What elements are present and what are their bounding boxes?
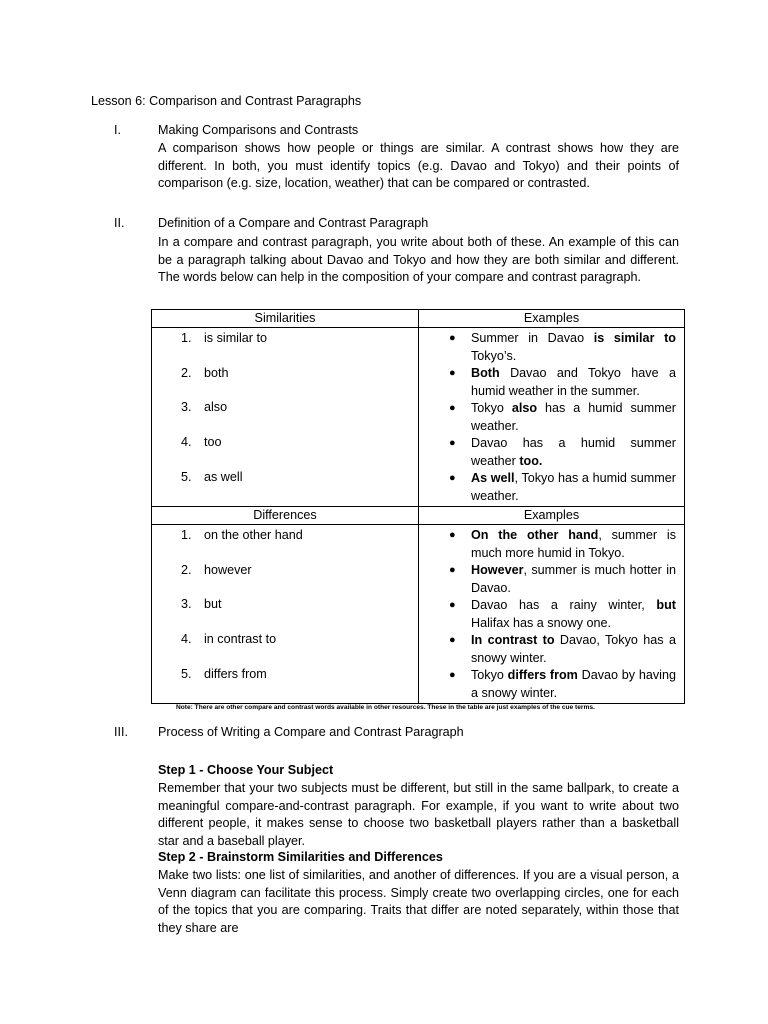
similarities-list bbox=[152, 330, 418, 503]
similarities-examples-header: Examples bbox=[419, 310, 685, 328]
list-item: 4. in contrast to bbox=[181, 632, 277, 647]
bullet-icon: ● bbox=[449, 332, 456, 344]
bullet-icon: ● bbox=[449, 564, 456, 576]
bullet-icon: ● bbox=[449, 402, 456, 414]
list-item: ● As well, Tokyo has a humid summer weather. bbox=[449, 471, 676, 503]
step-1-body: Remember that your two subjects must be different, but still in the same ballpark, to create a meaningful compare-and-contrast paragraph. For example, if you want to write about two different people, it makes sense to choose two basketball players rather than a basketball star and a baseball player. bbox=[158, 781, 679, 848]
list-item: ● Davao has a humid summer weather too. bbox=[449, 436, 676, 468]
list-item: 2. both bbox=[181, 365, 229, 380]
list-item: ● Tokyo also has a humid summer weather. bbox=[449, 401, 676, 433]
list-item: ● Davao has a rainy winter, but Halifax has a snowy one. bbox=[449, 598, 676, 630]
differences-header-row bbox=[152, 507, 685, 525]
section-1-numeral: I. bbox=[114, 123, 121, 137]
similarities-header: Similarities bbox=[152, 310, 419, 328]
similarity-examples-list bbox=[419, 330, 676, 505]
differences-list bbox=[152, 527, 418, 700]
bullet-icon: ● bbox=[449, 367, 456, 379]
differences-row bbox=[152, 525, 685, 704]
difference-examples-list bbox=[419, 527, 676, 702]
table-note: Note: There are other compare and contrast words available in other resources. These in the table are just examples of the cue terms. bbox=[176, 704, 595, 711]
bullet-icon: ● bbox=[449, 599, 456, 611]
differences-examples-header: Examples bbox=[419, 507, 685, 525]
step-1-heading: Step 1 - Choose Your Subject bbox=[158, 763, 334, 777]
section-2-heading: Definition of a Compare and Contrast Paragraph bbox=[158, 216, 429, 230]
similarities-header-row bbox=[152, 310, 685, 328]
list-item: ● However, summer is much hotter in Davao. bbox=[449, 563, 676, 595]
list-item: ● Tokyo differs from Davao by having a snowy winter. bbox=[449, 668, 676, 700]
list-item: 1. is similar to bbox=[181, 331, 267, 345]
cue-terms-table bbox=[151, 309, 685, 704]
section-1-heading: Making Comparisons and Contrasts bbox=[158, 123, 359, 137]
section-3-heading: Process of Writing a Compare and Contrast Paragraph bbox=[158, 725, 464, 739]
bullet-icon: ● bbox=[449, 529, 456, 541]
differences-header: Differences bbox=[152, 507, 419, 525]
bullet-icon: ● bbox=[449, 437, 456, 449]
section-1-body: A comparison shows how people or things are similar. A contrast shows how they are different. In both, you must identify topics (e.g. Davao and Tokyo) and their points of comparison (e.g. size, location, weather) that can be compared or contrasted. bbox=[158, 141, 679, 190]
bullet-icon: ● bbox=[449, 634, 456, 646]
list-item: ● Both Davao and Tokyo have a humid weather in the summer. bbox=[449, 366, 676, 398]
list-item: 1. on the other hand bbox=[181, 528, 303, 542]
step-2-heading: Step 2 - Brainstorm Similarities and Differences bbox=[158, 850, 443, 864]
list-item: 4. too bbox=[181, 435, 222, 450]
lesson-title: Lesson 6: Comparison and Contrast Paragraphs bbox=[91, 94, 362, 108]
list-item: 3. but bbox=[181, 597, 222, 612]
list-item: ● In contrast to Davao, Tokyo has a snowy winter. bbox=[449, 633, 676, 665]
section-2-numeral: II. bbox=[114, 216, 125, 230]
list-item: 3. also bbox=[181, 400, 228, 415]
section-3-numeral: III. bbox=[114, 725, 128, 739]
similarities-row bbox=[152, 328, 685, 507]
list-item: 5. as well bbox=[181, 469, 243, 484]
list-item: ● On the other hand, summer is much more humid in Tokyo. bbox=[449, 528, 676, 560]
list-item: ● Summer in Davao is similar to Tokyo’s. bbox=[449, 331, 676, 363]
step-2-body: Make two lists: one list of similarities, and another of differences. If you are a visual person, a Venn diagram can facilitate this process. Simply create two overlapping circles, one for each of the topics that you are comparing. Traits that differ are noted separately, within those that they share are bbox=[158, 868, 679, 935]
bullet-icon: ● bbox=[449, 669, 456, 681]
list-item: 2. however bbox=[181, 562, 252, 577]
bullet-icon: ● bbox=[449, 472, 456, 484]
section-2-body: In a compare and contrast paragraph, you write about both of these. An example of this can be a paragraph talking about Davao and Tokyo and how they are both similar and different. The words below can help in the composition of your compare and contrast paragraph. bbox=[158, 235, 679, 284]
list-item: 5. differs from bbox=[181, 666, 267, 681]
